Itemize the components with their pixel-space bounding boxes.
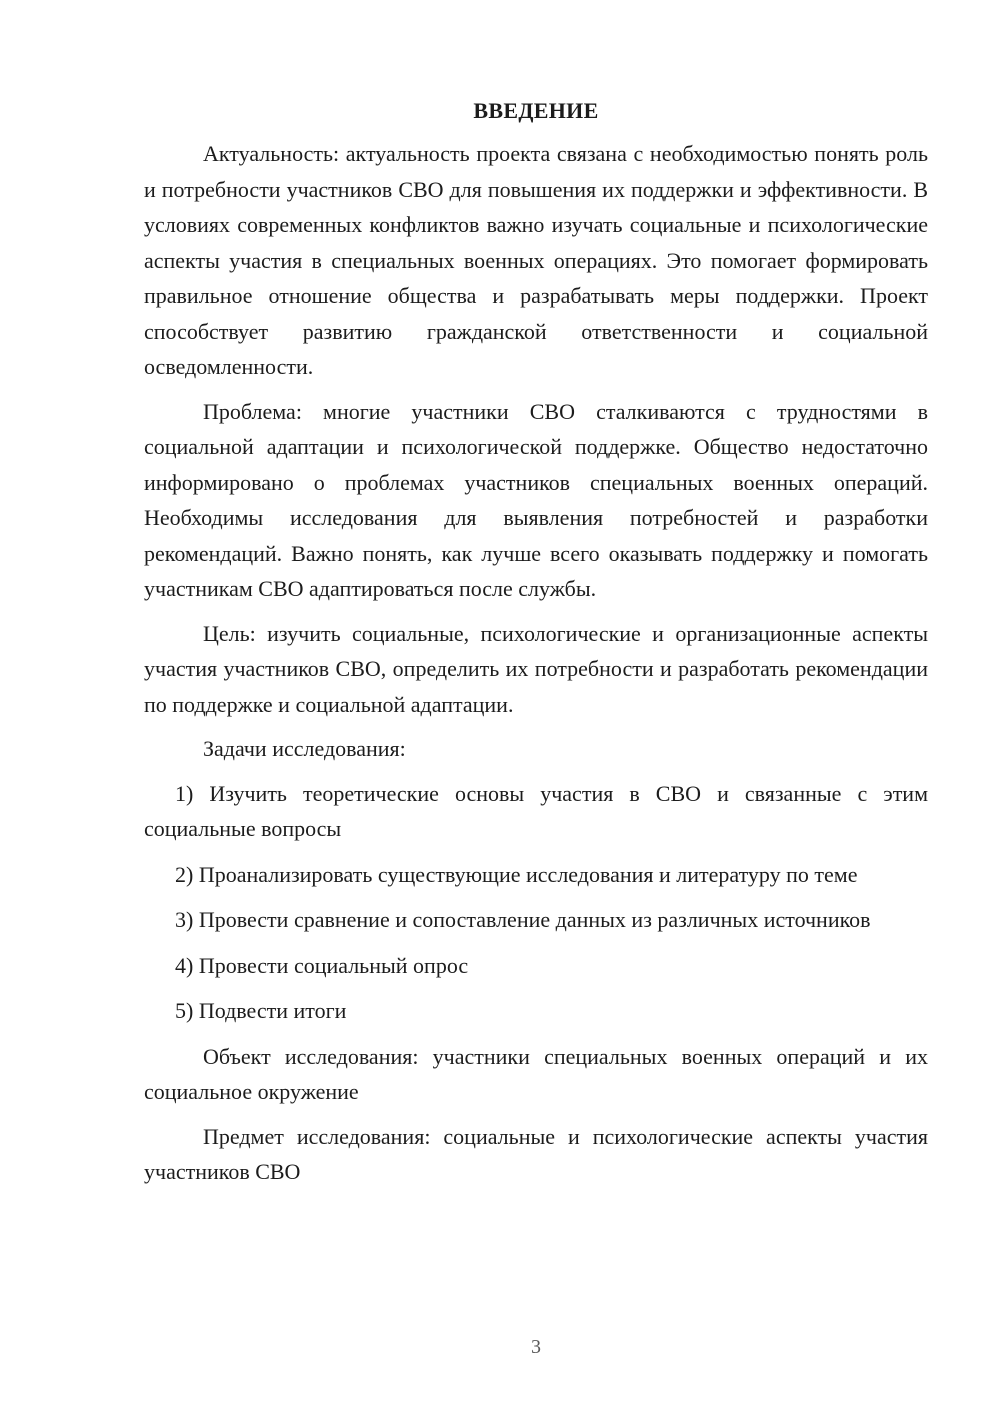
paragraph-subject: Предмет исследования: социальные и психологические аспекты участия участников СВО [144, 1123, 928, 1184]
task-item-4: 4) Провести социальный опрос [175, 952, 469, 978]
page-title: ВВЕДЕНИЕ [473, 98, 599, 123]
page-content [144, 96, 928, 1199]
paragraph-problem: Проблема: многие участники СВО сталкиваются с трудностями в социальной адаптации и психологической поддержке. Общество недостаточно информировано о проблемах участников специальных военных операций. Необходимы исследования для выявления потребностей и разработки рекомендаций. Важно понять, как лучше всего оказывать поддержку и помогать участникам СВО адаптироваться после службы. [144, 398, 928, 601]
task-item-1: 1) Изучить теоретические основы участия в СВО и связанные с этим социальные вопросы [144, 780, 928, 841]
task-item-5: 5) Подвести итоги [175, 998, 347, 1023]
paragraph-object: Объект исследования: участники специальных военных операций и их социальное окружение [144, 1043, 928, 1104]
paragraph-relevance: Актуальность: актуальность проекта связана с необходимостью понять роль и потребности участников СВО для повышения их поддержки и эффективности. В условиях современных конфликтов важно изучать социальные и психологические аспекты участия в специальных военных операциях. Это помогает формировать правильное отношение общества и разрабатывать меры поддержки. Проект способствует развитию гражданской ответственности и социальной осведомленности. [144, 141, 928, 379]
task-item-2: 2) Проанализировать существующие исследования и литературу по теме [175, 861, 858, 887]
task-item-3: 3) Провести сравнение и сопоставление данных из различных источников [175, 907, 871, 932]
page-number: 3 [531, 1336, 541, 1358]
paragraph-goal: Цель: изучить социальные, психологические и организационные аспекты участия участников СВО, определить их потребности и разработать рекомендации по поддержке и социальной адаптации. [144, 620, 928, 717]
tasks-heading: Задачи исследования: [203, 736, 406, 761]
